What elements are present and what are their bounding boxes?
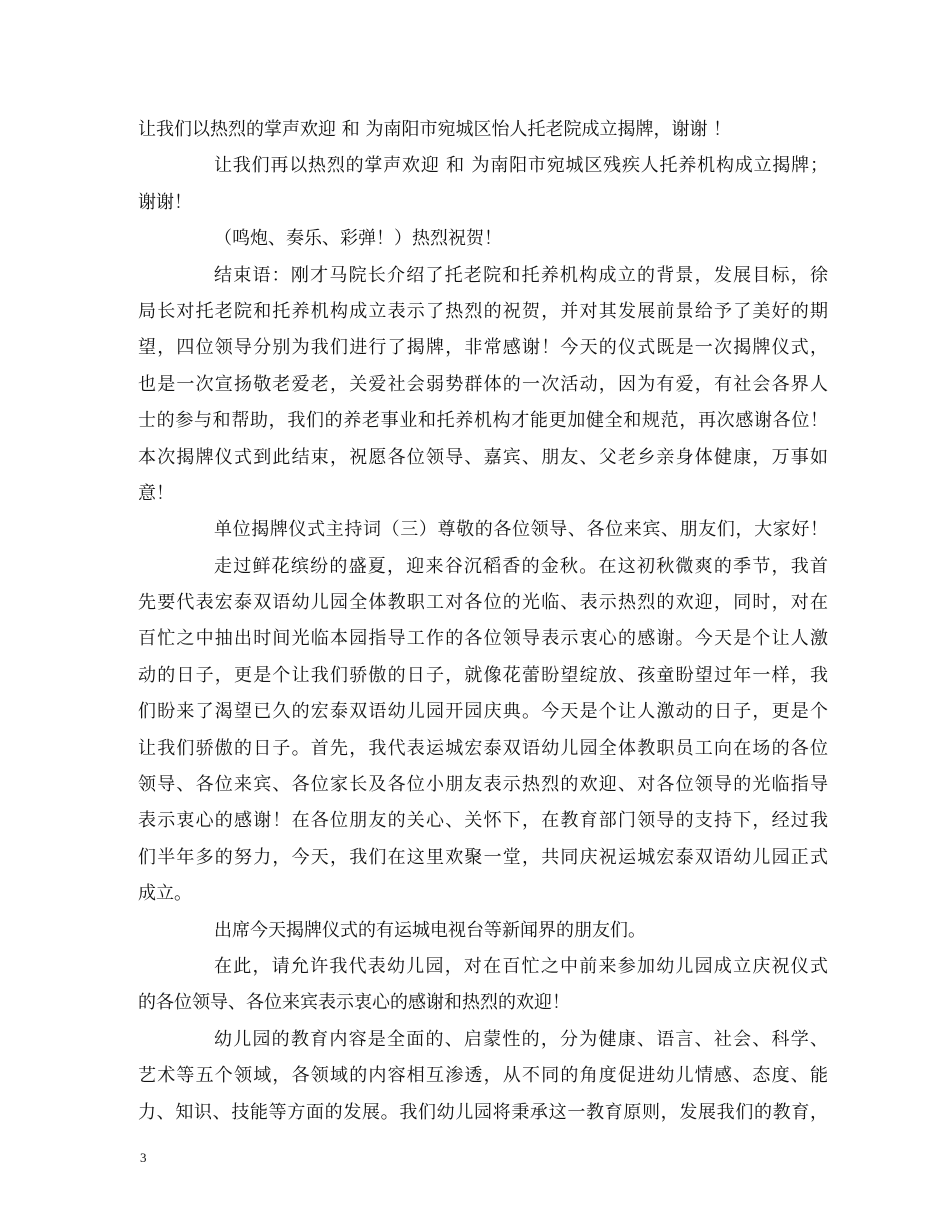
text-line: 也是一次宣扬敬老爱老，关爱社会弱势群体的一次活动，因为有爱，有社会各界人 [138, 373, 828, 395]
text-line: 望，四位领导分别为我们进行了揭牌，非常感谢！今天的仪式既是一次揭牌仪式， [138, 337, 828, 359]
text-line: 谢谢！ [138, 191, 192, 213]
text-line: 本次揭牌仪式到此结束，祝愿各位领导、嘉宾、朋友、父老乡亲身体健康，万事如 [138, 446, 828, 468]
text-line: 动的日子，更是个让我们骄傲的日子，就像花蕾盼望绽放、孩童盼望过年一样，我 [138, 664, 828, 686]
text-line: 成立。 [138, 883, 192, 905]
text-line: 们盼来了渴望已久的宏泰双语幼儿园开园庆典。今天是个让人激动的日子，更是个 [138, 701, 828, 723]
text-line: 走过鲜花缤纷的盛夏，迎来谷沉稻香的金秋。在这初秋微爽的季节，我首 [214, 555, 828, 577]
text-line: 百忙之中抽出时间光临本园指导工作的各位领导表示衷心的感谢。今天是个让人激 [138, 628, 828, 650]
text-line: 让我们以热烈的掌声欢迎 和 为南阳市宛城区怡人托老院成立揭牌，谢谢 ！ [138, 119, 732, 140]
text-line: 让我们骄傲的日子。首先，我代表运城宏泰双语幼儿园全体教职员工向在场的各位 [138, 737, 828, 759]
text-line: 幼儿园的教育内容是全面的、启蒙性的，分为健康、语言、社会、科学、 [214, 1028, 828, 1050]
page-number: 3 [140, 1150, 147, 1165]
text-line: 先要代表宏泰双语幼儿园全体教职工对各位的光临、表示热烈的欢迎，同时，对在 [138, 592, 828, 614]
text-line: 局长对托老院和托养机构成立表示了热烈的祝贺，并对其发展前景给予了美好的期 [138, 300, 828, 322]
text-line: 在此，请允许我代表幼儿园，对在百忙之中前来参加幼儿园成立庆祝仪式 [214, 955, 828, 977]
text-line: （鸣炮、奏乐、彩弹！）热烈祝贺！ [214, 228, 502, 250]
text-line: 出席今天揭牌仪式的有运城电视台等新闻界的朋友们。 [214, 919, 646, 941]
text-line: 单位揭牌仪式主持词（三）尊敬的各位领导、各位来宾、朋友们，大家好！ [214, 519, 828, 541]
text-line: 力、知识、技能等方面的发展。我们幼儿园将秉承这一教育原则，发展我们的教育， [138, 1101, 828, 1123]
text-line: 让我们再以热烈的掌声欢迎 和 为南阳市宛城区残疾人托养机构成立揭牌； [214, 155, 828, 177]
text-line: 艺术等五个领域，各领域的内容相互渗透，从不同的角度促进幼儿情感、态度、能 [138, 1065, 828, 1087]
text-line: 士的参与和帮助，我们的养老事业和托养机构才能更加健全和规范，再次感谢各位！ [138, 410, 828, 432]
text-line: 意！ [138, 482, 174, 504]
text-line: 们半年多的努力，今天，我们在这里欢聚一堂，共同庆祝运城宏泰双语幼儿园正式 [138, 846, 828, 868]
text-line: 结束语：刚才马院长介绍了托老院和托养机构成立的背景，发展目标，徐 [214, 264, 828, 286]
text-line: 表示衷心的感谢！在各位朋友的关心、关怀下，在教育部门领导的支持下，经过我 [138, 810, 828, 832]
text-line: 的各位领导、各位来宾表示衷心的感谢和热烈的欢迎！ [138, 992, 570, 1014]
text-line: 领导、各位来宾、各位家长及各位小朋友表示热烈的欢迎、对各位领导的光临指导 [138, 774, 828, 796]
document-body [138, 112, 828, 1131]
